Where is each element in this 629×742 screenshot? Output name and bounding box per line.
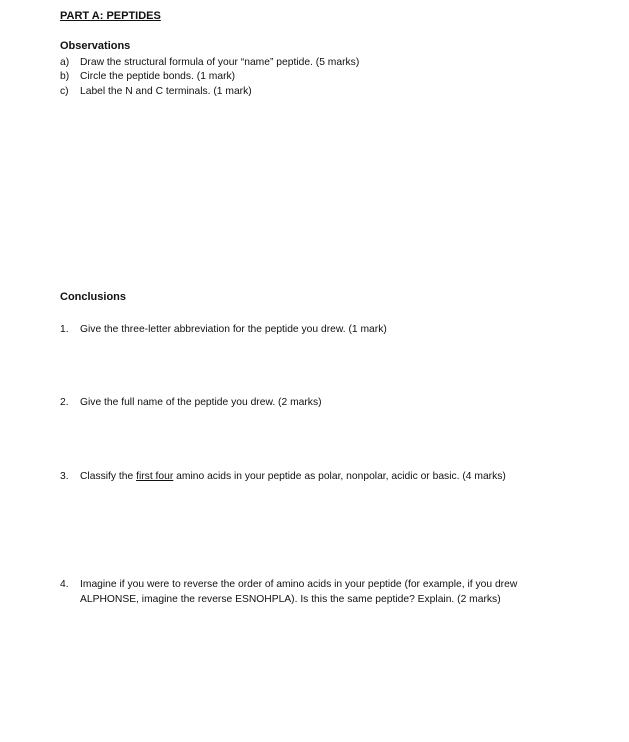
conclusions-heading: Conclusions — [60, 291, 127, 303]
item-text: Draw the structural formula of your “name” peptide. (5 marks) — [80, 57, 360, 68]
page-title: PART A: PEPTIDES — [60, 10, 161, 22]
item-label: a) — [60, 57, 70, 68]
item-label: c) — [60, 86, 69, 97]
question-number: 1. — [60, 324, 69, 335]
emphasis-first-four: first four — [136, 471, 174, 482]
question-text-line2: ALPHONSE, imagine the reverse ESNOHPLA). Is this the same peptide? Explain. (2 marks) — [80, 594, 501, 605]
item-text: Circle the peptide bonds. (1 mark) — [80, 71, 236, 82]
question-text — [80, 470, 506, 483]
question-text: Give the three-letter abbreviation for the peptide you drew. (1 mark) — [80, 324, 387, 335]
question-text-line1: Imagine if you were to reverse the order of amino acids in your peptide (for example, if you drew — [80, 579, 518, 590]
question-number: 2. — [60, 397, 69, 408]
question-number: 3. — [60, 471, 69, 482]
observations-heading: Observations — [60, 40, 131, 52]
question-text: Give the full name of the peptide you drew. (2 marks) — [80, 397, 322, 408]
item-label: b) — [60, 71, 70, 82]
item-text: Label the N and C terminals. (1 mark) — [80, 86, 252, 97]
question-text-pre: Classify the — [80, 471, 137, 482]
question-number: 4. — [60, 579, 69, 590]
question-text-post: amino acids in your peptide as polar, nonpolar, acidic or basic. (4 marks) — [173, 471, 506, 482]
